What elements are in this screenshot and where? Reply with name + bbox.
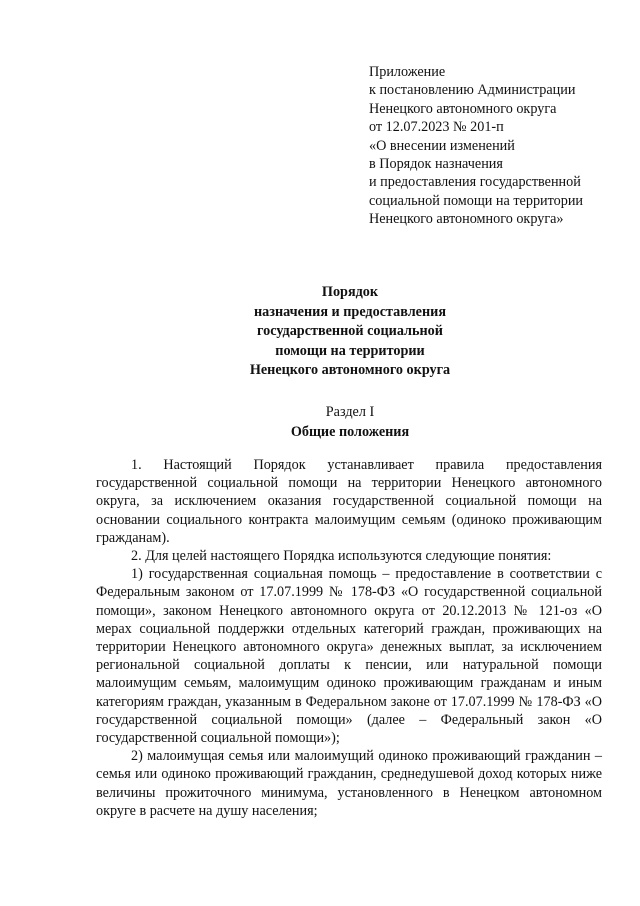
title-line: назначения и предоставления	[254, 303, 446, 320]
appendix-line: в Порядок назначения	[369, 156, 503, 173]
appendix-line: к постановлению Администрации	[369, 82, 576, 99]
title-line: Порядок	[321, 284, 379, 300]
title-line: помощи на территории	[275, 342, 425, 359]
appendix-line: социальной помощи на территории	[369, 192, 584, 209]
paragraph-item-2: 2) малоимущая семья или малоимущий одиноко проживающий гражданин – семья или одиноко проживающий гражданин, среднедушевой доход которых ниже величины прожиточного минимума, установленного в Ненецком автономном округе в расчете на душу населения;	[96, 748, 602, 819]
section-heading: Общие положения	[290, 423, 410, 440]
section-number: Раздел I	[325, 404, 375, 420]
section-header	[60, 403, 640, 442]
paragraph-item-1: 1) государственная социальная помощь – предоставление в соответствии с Федеральным законом от 17.07.1999 № 178-ФЗ «О государственной социальной помощи», законом Ненецкого автономного округа от 20.12.2013 № 121-оз «О мерах социальной поддержки отдельных категорий граждан, проживающих на территории Ненецкого автономного округа» денежных выплат, за исключением региональной социальной доплаты к пенсии, или натуральной помощи малоимущим семьям, малоимущим одиноко проживающим гражданам и иным категориям граждан, указанным в Федеральном законе от 17.07.1999 № 178-ФЗ «О государственной социальной помощи» (далее – Федеральный закон «О государственной социальной помощи»);	[96, 566, 602, 747]
appendix-block	[369, 63, 629, 229]
appendix-line: Ненецкого автономного округа»	[369, 211, 564, 228]
appendix-line: и предоставления государственной	[369, 174, 581, 191]
paragraph-2: 2. Для целей настоящего Порядка используются следующие понятия:	[131, 548, 552, 565]
appendix-line: от 12.07.2023 № 201-п	[369, 119, 504, 136]
appendix-line: Приложение	[369, 64, 446, 80]
document-title	[60, 283, 640, 381]
paragraph-1: 1. Настоящий Порядок устанавливает правила предоставления государственной социальной помощи на территории Ненецкого автономного округа, за исключением оказания государственной социальной помощи на основании социального контракта малоимущим семьям (одиноко проживающим гражданам).	[96, 457, 602, 546]
appendix-line: «О внесении изменений	[369, 137, 515, 154]
appendix-line: Ненецкого автономного округа	[369, 100, 557, 117]
title-line: государственной социальной	[257, 323, 443, 340]
document-body	[96, 456, 602, 820]
title-line: Ненецкого автономного округа	[249, 362, 451, 379]
